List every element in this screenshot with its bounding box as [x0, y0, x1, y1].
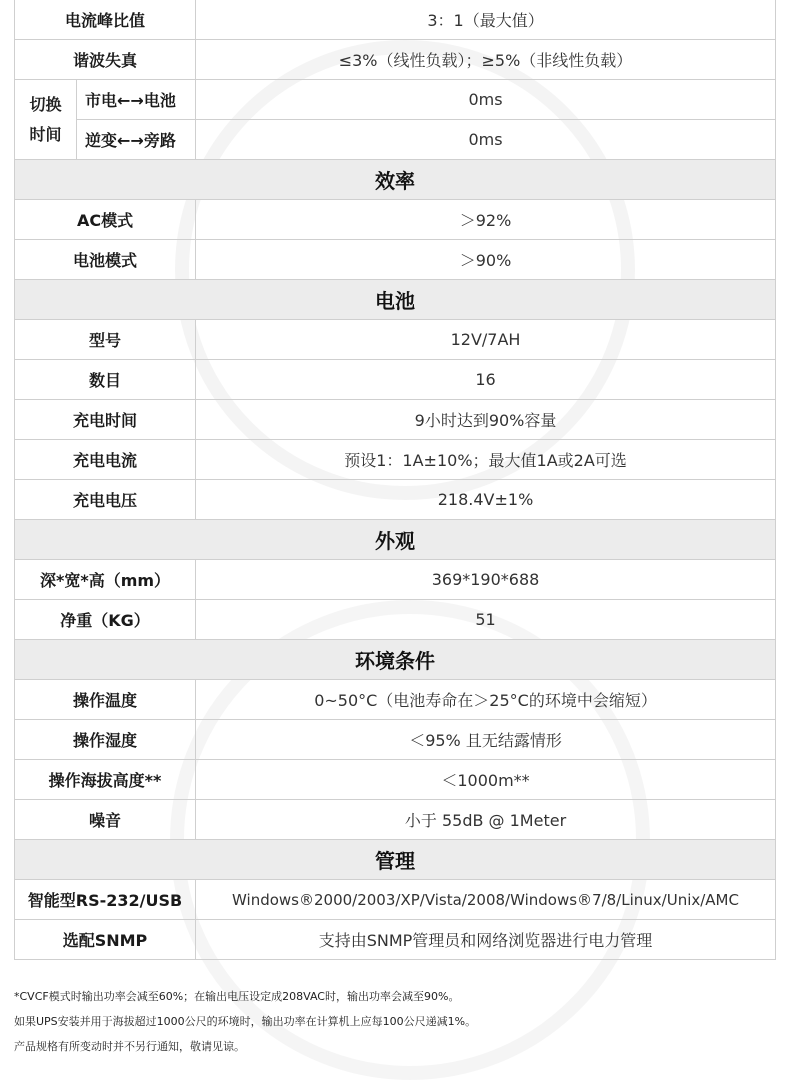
row-label: 电池模式 — [15, 240, 196, 280]
footnote: *CVCF模式时输出功率会减至60%；在输出电压设定成208VAC时，输出功率会减至90%。 — [14, 990, 460, 1003]
row-value: 0ms — [196, 120, 776, 160]
row-label: 型号 — [15, 320, 196, 360]
table-row — [15, 480, 776, 520]
table-row — [15, 240, 776, 280]
footnote: 产品规格有所变动时并不另行通知，敬请见谅。 — [14, 1040, 245, 1053]
table-row — [15, 40, 776, 80]
table-row — [15, 920, 776, 960]
row-label: 操作湿度 — [15, 720, 196, 760]
row-label: 充电电流 — [15, 440, 196, 480]
table-row — [15, 600, 776, 640]
row-value: ≤3%（线性负载）；≥5%（非线性负载） — [196, 40, 776, 80]
footnotes — [14, 984, 784, 1059]
row-value: ＜95% 且无结露情形 — [196, 720, 776, 760]
table-row — [15, 120, 776, 160]
row-label: 市电←→电池 — [77, 80, 196, 120]
row-label: 智能型RS-232/USB — [15, 880, 196, 920]
row-value: 369*190*688 — [196, 560, 776, 600]
table-row — [15, 440, 776, 480]
row-label: 电流峰比值 — [15, 0, 196, 40]
row-value: Windows®2000/2003/XP/Vista/2008/Windows®7/8/Linux/Unix/AMC — [196, 880, 776, 920]
row-label: AC模式 — [15, 200, 196, 240]
row-value: 小于 55dB @ 1Meter — [196, 800, 776, 840]
row-value: ＜1000m** — [196, 760, 776, 800]
table-row — [15, 560, 776, 600]
section-header-management — [15, 840, 776, 880]
table-row — [15, 760, 776, 800]
section-title: 管理 — [15, 840, 776, 880]
table-row — [15, 360, 776, 400]
row-value: ＞90% — [196, 240, 776, 280]
row-label: 充电电压 — [15, 480, 196, 520]
row-label: 逆变←→旁路 — [77, 120, 196, 160]
section-title: 电池 — [15, 280, 776, 320]
row-label: 充电时间 — [15, 400, 196, 440]
group-label-line: 切换 — [29, 94, 62, 114]
section-title: 环境条件 — [15, 640, 776, 680]
row-value: 预设1：1A±10%；最大值1A或2A可选 — [196, 440, 776, 480]
row-value: 12V/7AH — [196, 320, 776, 360]
row-label: 深*宽*高（mm） — [15, 560, 196, 600]
row-value: 0ms — [196, 80, 776, 120]
section-title: 外观 — [15, 520, 776, 560]
row-value: ＞92% — [196, 200, 776, 240]
spec-table — [14, 0, 776, 960]
table-row — [15, 720, 776, 760]
row-label: 选配SNMP — [15, 920, 196, 960]
row-value: 218.4V±1% — [196, 480, 776, 520]
table-row — [15, 80, 776, 120]
transfer-time-group-label — [15, 80, 77, 160]
group-label-line: 时间 — [29, 124, 62, 144]
row-value: 51 — [196, 600, 776, 640]
section-header-efficiency — [15, 160, 776, 200]
table-row — [15, 800, 776, 840]
row-label: 净重（KG） — [15, 600, 196, 640]
table-row — [15, 880, 776, 920]
row-value: 0~50°C（电池寿命在＞25°C的环境中会缩短） — [196, 680, 776, 720]
table-row — [15, 680, 776, 720]
section-header-environment — [15, 640, 776, 680]
row-label: 操作温度 — [15, 680, 196, 720]
table-row — [15, 0, 776, 40]
table-row — [15, 200, 776, 240]
row-label: 操作海拔高度** — [15, 760, 196, 800]
section-header-appearance — [15, 520, 776, 560]
table-row — [15, 400, 776, 440]
row-label: 噪音 — [15, 800, 196, 840]
footnote: 如果UPS安装并用于海拔超过1000公尺的环境时，输出功率在计算机上应每100公尺递减1%。 — [14, 1015, 477, 1028]
table-row — [15, 320, 776, 360]
row-label: 谐波失真 — [15, 40, 196, 80]
row-value: 16 — [196, 360, 776, 400]
section-title: 效率 — [15, 160, 776, 200]
section-header-battery — [15, 280, 776, 320]
row-value: 9小时达到90%容量 — [196, 400, 776, 440]
row-value: 支持由SNMP管理员和网络浏览器进行电力管理 — [196, 920, 776, 960]
row-value: 3：1（最大值） — [196, 0, 776, 40]
row-label: 数目 — [15, 360, 196, 400]
